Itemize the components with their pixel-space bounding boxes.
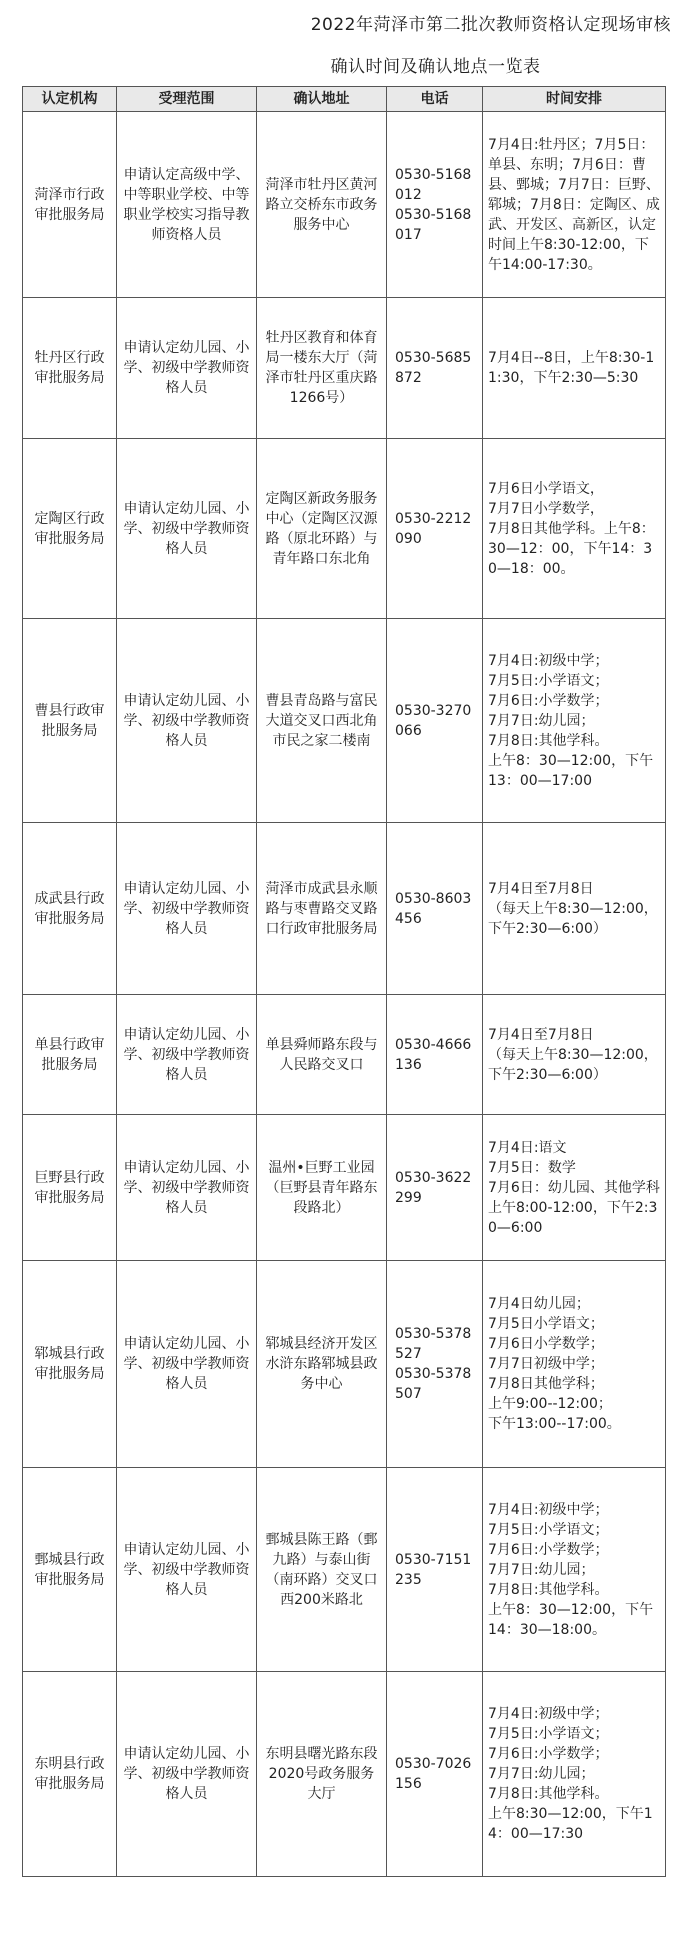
cell-address: 温州•巨野工业园（巨野县青年路东段路北） xyxy=(257,1115,387,1261)
phone-text: 0530-8603456 xyxy=(395,890,472,927)
table-row xyxy=(23,823,666,995)
cell-address: 鄄城县陈王路（鄄九路）与泰山街（南环路）交叉口西200米路北 xyxy=(257,1468,387,1672)
cell-scope: 申请认定幼儿园、小学、初级中学教师资格人员 xyxy=(117,1468,257,1672)
cell-org: 牡丹区行政审批服务局 xyxy=(23,298,117,439)
header-address: 确认地址 xyxy=(257,87,387,112)
cell-phone xyxy=(387,1261,483,1468)
cell-scope: 申请认定幼儿园、小学、初级中学教师资格人员 xyxy=(117,995,257,1115)
cell-phone xyxy=(387,112,483,298)
phone-text: 0530-5168012 0530-5168017 xyxy=(395,166,472,243)
cell-address: 菏泽市牡丹区黄河路立交桥东市政务服务中心 xyxy=(257,112,387,298)
cell-org: 定陶区行政审批服务局 xyxy=(23,439,117,619)
cell-phone xyxy=(387,1115,483,1261)
cell-address: 菏泽市成武县永顺路与枣曹路交叉路口行政审批服务局 xyxy=(257,823,387,995)
phone-text: 0530-7026156 xyxy=(395,1756,472,1792)
cell-address: 东明县曙光路东段2020号政务服务大厅 xyxy=(257,1672,387,1877)
document-title: 2022年菏泽市第二批次教师资格认定现场审核 xyxy=(310,15,671,35)
table-header-row xyxy=(23,87,666,112)
cell-schedule: 7月4日:初级中学； 7月5日:小学语文； 7月6日:小学数学； 7月7日:幼儿园； 7月8日:其他学科。 上午8:30—12:00，下午14：00—17:30 xyxy=(483,1672,666,1877)
cell-address: 郓城县经济开发区水浒东路郓城县政务中心 xyxy=(257,1261,387,1468)
cell-schedule: 7月4日至7月8日 （每天上午8:30—12:00，下午2:30—6:00） xyxy=(483,823,666,995)
cell-scope: 申请认定幼儿园、小学、初级中学教师资格人员 xyxy=(117,823,257,995)
cell-org: 鄄城县行政审批服务局 xyxy=(23,1468,117,1672)
table-row xyxy=(23,112,666,298)
cell-address: 牡丹区教育和体育局一楼东大厅（菏泽市牡丹区重庆路1266号） xyxy=(257,298,387,439)
cell-org: 曹县行政审批服务局 xyxy=(23,619,117,823)
phone-text: 0530-3270066 xyxy=(395,702,472,739)
cell-phone xyxy=(387,1672,483,1877)
cell-org: 单县行政审批服务局 xyxy=(23,995,117,1115)
cell-schedule: 7月4日:初级中学； 7月5日:小学语文； 7月6日:小学数学； 7月7日:幼儿园； 7月8日:其他学科。 上午8：30—12:00，下午14：30—18:00。 xyxy=(483,1468,666,1672)
cell-schedule: 7月4日:初级中学； 7月5日:小学语文； 7月6日:小学数学； 7月7日:幼儿园； 7月8日:其他学科。 上午8：30—12:00，下午13：00—17:00 xyxy=(483,619,666,823)
cell-org: 东明县行政审批服务局 xyxy=(23,1672,117,1877)
cell-schedule: 7月4日:牡丹区；7月5日：单县、东明；7月6日：曹县、鄄城；7月7日：巨野、郓城；7月8日：定陶区、成武、开发区、高新区，认定时间上午8:30-12:00，下午14:00-17:30。 xyxy=(483,112,666,298)
cell-address: 单县舜师路东段与人民路交叉口 xyxy=(257,995,387,1115)
cell-org: 巨野县行政审批服务局 xyxy=(23,1115,117,1261)
phone-text: 0530-3622299 xyxy=(395,1169,472,1206)
table-row xyxy=(23,1468,666,1672)
cell-phone xyxy=(387,995,483,1115)
phone-text: 0530-7151235 xyxy=(395,1551,472,1588)
cell-scope: 申请认定幼儿园、小学、初级中学教师资格人员 xyxy=(117,1261,257,1468)
cell-scope: 申请认定幼儿园、小学、初级中学教师资格人员 xyxy=(117,1115,257,1261)
cell-phone xyxy=(387,439,483,619)
cell-schedule: 7月4日幼儿园； 7月5日小学语文； 7月6日小学数学； 7月7日初级中学； 7月8日其他学科； 上午9:00--12:00； 下午13:00--17:00。 xyxy=(483,1261,666,1468)
phone-text: 0530-2212090 xyxy=(395,510,472,547)
table-row xyxy=(23,1672,666,1877)
cell-address: 曹县青岛路与富民大道交叉口西北角市民之家二楼南 xyxy=(257,619,387,823)
cell-schedule: 7月4日至7月8日 （每天上午8:30—12:00，下午2:30—6:00） xyxy=(483,995,666,1115)
cell-scope: 申请认定幼儿园、小学、初级中学教师资格人员 xyxy=(117,298,257,439)
cell-scope: 申请认定幼儿园、小学、初级中学教师资格人员 xyxy=(117,439,257,619)
table-row xyxy=(23,619,666,823)
cell-scope: 申请认定幼儿园、小学、初级中学教师资格人员 xyxy=(117,1672,257,1877)
header-schedule: 时间安排 xyxy=(483,87,666,112)
cell-address: 定陶区新政务服务中心（定陶区汉源路（原北环路）与青年路口东北角 xyxy=(257,439,387,619)
phone-text: 0530-4666136 xyxy=(395,1036,472,1073)
table-row xyxy=(23,439,666,619)
cell-org: 成武县行政审批服务局 xyxy=(23,823,117,995)
cell-phone xyxy=(387,823,483,995)
header-phone: 电话 xyxy=(387,87,483,112)
header-scope: 受理范围 xyxy=(117,87,257,112)
cell-org: 菏泽市行政审批服务局 xyxy=(23,112,117,298)
table-row xyxy=(23,298,666,439)
schedule-table xyxy=(22,86,666,1877)
document-subtitle: 确认时间及确认地点一览表 xyxy=(330,57,541,77)
cell-schedule: 7月4日:语文 7月5日：数学 7月6日：幼儿园、其他学科 上午8:00-12:00，下午2:30—6:00 xyxy=(483,1115,666,1261)
cell-phone xyxy=(387,298,483,439)
cell-schedule: 7月4日--8日，上午8:30-11:30，下午2:30—5:30 xyxy=(483,298,666,439)
cell-scope: 申请认定高级中学、中等职业学校、中等职业学校实习指导教师资格人员 xyxy=(117,112,257,298)
table-row xyxy=(23,995,666,1115)
table-row xyxy=(23,1261,666,1468)
cell-phone xyxy=(387,1468,483,1672)
phone-text: 0530-5685872 xyxy=(395,350,472,386)
cell-schedule: 7月6日小学语文， 7月7日小学数学， 7月8日其他学科。上午8：30—12：00，下午14：30—18：00。 xyxy=(483,439,666,619)
cell-org: 郓城县行政审批服务局 xyxy=(23,1261,117,1468)
table-row xyxy=(23,1115,666,1261)
phone-text: 0530-5378527 0530-5378507 xyxy=(395,1326,472,1402)
header-org: 认定机构 xyxy=(23,87,117,112)
cell-scope: 申请认定幼儿园、小学、初级中学教师资格人员 xyxy=(117,619,257,823)
cell-phone xyxy=(387,619,483,823)
